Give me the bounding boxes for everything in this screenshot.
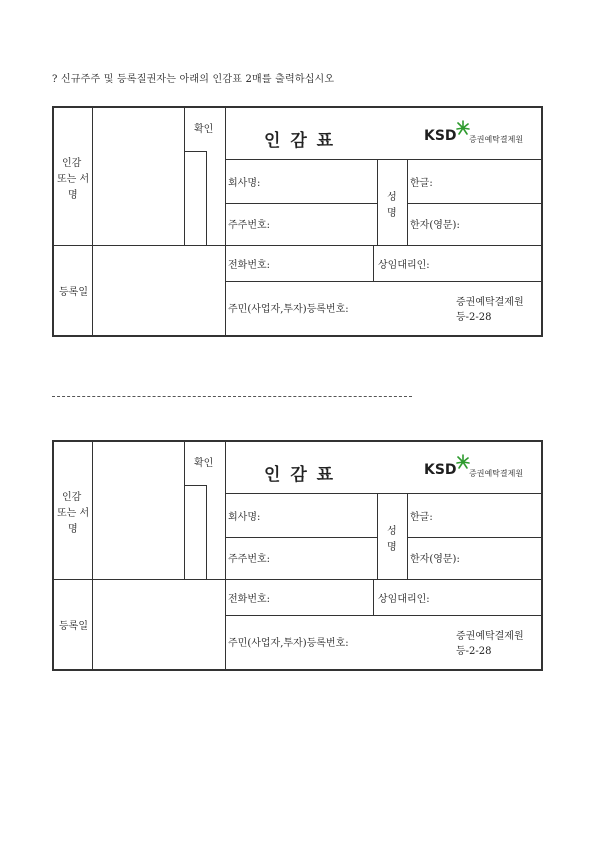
seal-label-line-1: 인감 <box>62 492 82 503</box>
standing-agent-label: 상임대리인: <box>378 260 430 271</box>
name-label-line-2: 명 <box>387 208 397 219</box>
hanja-name-label: 한자(영문): <box>410 220 460 231</box>
seal-label-line-3: 명 <box>68 190 78 201</box>
name-label-line-2: 명 <box>387 542 397 553</box>
registration-date-label: 등록일 <box>59 621 88 632</box>
card-title: 인 감 표 <box>264 465 336 485</box>
issuer-name: 증권예탁결제원 <box>456 297 524 308</box>
name-label-line-1: 성 <box>387 192 397 203</box>
hanja-name-label: 한자(영문): <box>410 554 460 565</box>
ksd-logo-text: KSD <box>424 128 457 144</box>
company-name-label: 회사명: <box>228 178 261 189</box>
standing-agent-label: 상임대리인: <box>378 594 430 605</box>
card-border-top <box>52 106 543 108</box>
ksd-logo-org: 증권예탁결제원 <box>469 135 524 144</box>
seal-label-line-2: 또는 서 <box>57 174 90 185</box>
company-name-label: 회사명: <box>228 512 261 523</box>
hangul-name-label: 한글: <box>410 512 433 523</box>
registration-date-label: 등록일 <box>59 287 88 298</box>
form-code: 등-2-28 <box>456 312 492 323</box>
issuer-name: 증권예탁결제원 <box>456 631 524 642</box>
card-title: 인 감 표 <box>264 131 336 151</box>
name-label-line-1: 성 <box>387 526 397 537</box>
seal-card-2 <box>52 440 543 670</box>
seal-label-line-3: 명 <box>68 524 78 535</box>
shareholder-number-label: 주주번호: <box>228 554 271 565</box>
ksd-logo <box>424 118 542 154</box>
resident-registration-number-label: 주민(사업자,투자)등록번호: <box>228 304 349 315</box>
confirm-label: 확인 <box>194 458 214 469</box>
resident-registration-number-label: 주민(사업자,투자)등록번호: <box>228 638 349 649</box>
hangul-name-label: 한글: <box>410 178 433 189</box>
ksd-logo <box>424 452 542 488</box>
cut-line <box>52 396 412 397</box>
shareholder-number-label: 주주번호: <box>228 220 271 231</box>
seal-card-1 <box>52 106 543 336</box>
form-code: 등-2-28 <box>456 646 492 657</box>
seal-label-line-1: 인감 <box>62 158 82 169</box>
ksd-logo-org: 증권예탁결제원 <box>469 469 524 478</box>
phone-number-label: 전화번호: <box>228 260 271 271</box>
instruction-text: ? 신규주주 및 등록질권자는 아래의 인감표 2매를 출력하십시오 <box>52 74 335 85</box>
phone-number-label: 전화번호: <box>228 594 271 605</box>
ksd-logo-text: KSD <box>424 462 457 478</box>
ksd-logo-icon <box>456 118 470 138</box>
confirm-label: 확인 <box>194 124 214 135</box>
ksd-logo-icon <box>456 452 470 472</box>
card-border-left <box>52 106 54 337</box>
seal-label-line-2: 또는 서 <box>57 508 90 519</box>
card-border-bottom <box>52 335 543 337</box>
